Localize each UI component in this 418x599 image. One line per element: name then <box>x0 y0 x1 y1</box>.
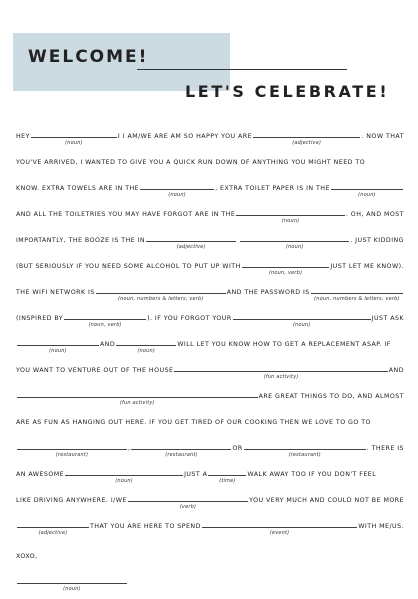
line-text: KNOW. EXTRA TOWELS ARE IN THE <box>16 185 140 192</box>
blank-signature-noun[interactable] <box>17 575 127 592</box>
form-line <box>16 127 404 147</box>
blank-noun-verb[interactable] <box>64 311 146 328</box>
line-text: HEY <box>16 133 30 140</box>
line-text: , <box>128 445 131 452</box>
blank-hint: (event) <box>269 530 290 536</box>
line-text: AND ALL THE TOILETRIES YOU MAY HAVE FORGOT ARE IN THE <box>16 211 236 218</box>
line-text: AND <box>100 341 116 348</box>
line-text: WITH ME/US. <box>358 523 404 530</box>
blank-hint: (adjective) <box>292 140 322 146</box>
blank-hint: (noun) <box>285 244 304 250</box>
blank-fun-activity[interactable] <box>174 363 387 380</box>
blank-hint: (noun, numbers & letters, verb) <box>117 296 204 302</box>
blank-noun[interactable] <box>140 181 214 198</box>
blank-wifi-password[interactable] <box>311 285 403 302</box>
line-text: LIKE DRIVING ANYWHERE. I/WE <box>16 497 127 504</box>
blank-hint: (adjective) <box>176 244 206 250</box>
blank-noun[interactable] <box>240 233 349 250</box>
form-line <box>16 439 404 459</box>
form-line <box>16 361 404 381</box>
madlib-form <box>16 127 404 599</box>
blank-adjective[interactable] <box>253 129 360 146</box>
line-text: I I AM/WE ARE AM SO HAPPY YOU ARE <box>117 133 252 140</box>
form-line <box>16 465 404 485</box>
line-text: THAT YOU ARE HERE TO SPEND <box>90 523 201 530</box>
signoff-text: XOXO, <box>16 553 38 560</box>
blank-noun[interactable] <box>233 311 371 328</box>
form-line <box>16 309 404 329</box>
signature-line <box>16 573 404 593</box>
blank-hint: (noun) <box>292 322 311 328</box>
line-text: IMPORTANTLY, THE BOOZE IS THE IN <box>16 237 146 244</box>
blank-hint: (noun) <box>281 218 300 224</box>
blank-hint: (noun) <box>137 348 156 354</box>
blank-hint: (restaurant) <box>288 452 321 458</box>
blank-noun[interactable] <box>116 337 176 354</box>
line-text: OR <box>232 445 243 452</box>
blank-noun[interactable] <box>65 467 183 484</box>
form-line <box>16 153 404 173</box>
blank-hint: (noun) <box>115 478 133 484</box>
form-line <box>16 517 404 537</box>
line-text: ). IF YOU FORGOT YOUR <box>147 315 232 322</box>
form-line <box>16 257 404 277</box>
form-line <box>16 179 404 199</box>
blank-hint: (restaurant) <box>55 452 89 458</box>
celebrate-heading: LET'S CELEBRATE! <box>185 82 390 101</box>
welcome-heading: WELCOME! <box>28 47 149 67</box>
line-text: WILL LET YOU KNOW HOW TO GET A REPLACEMENT ASAP. IF <box>177 341 391 348</box>
blank-restaurant[interactable] <box>17 441 127 458</box>
welcome-underline <box>137 69 347 70</box>
blank-adjective[interactable] <box>17 519 89 536</box>
line-text: YOU'VE ARRIVED, I WANTED TO GIVE YOU A QUICK RUN DOWN OF ANYTHING YOU MIGHT NEED TO <box>16 159 366 166</box>
blank-hint: (noun) <box>358 192 376 198</box>
line-text: (BUT SERIOUSLY IF YOU NEED SOME ALCOHOL TO PUT UP WITH <box>16 263 241 270</box>
blank-adjective[interactable] <box>146 233 236 250</box>
form-line <box>16 205 404 225</box>
line-text: . NOW THAT <box>361 133 404 140</box>
blank-restaurant[interactable] <box>244 441 366 458</box>
blank-hint: (noun) <box>49 348 67 354</box>
line-text: ARE GREAT THINGS TO DO, AND ALMOST <box>258 393 404 400</box>
blank-hint: (noun) <box>65 140 83 146</box>
blank-noun[interactable] <box>31 129 117 146</box>
blank-noun[interactable] <box>331 181 403 198</box>
blank-hint: (verb) <box>179 504 197 510</box>
blank-restaurant[interactable] <box>131 441 231 458</box>
form-line <box>16 231 404 251</box>
blank-hint: (noun) <box>168 192 186 198</box>
form-line <box>16 413 404 433</box>
blank-fun-activity[interactable] <box>17 389 258 406</box>
blank-hint: (fun activity) <box>119 400 155 406</box>
blank-time[interactable] <box>208 467 246 484</box>
blank-hint: (noun) <box>63 586 81 592</box>
line-text: AND THE PASSWORD IS <box>226 289 310 296</box>
signoff-line <box>16 547 404 567</box>
line-text: JUST LET ME KNOW). <box>330 263 404 270</box>
form-line <box>16 387 404 407</box>
line-text: . THERE IS <box>366 445 404 452</box>
line-text: . JUST KIDDING <box>350 237 404 244</box>
blank-hint: (noun, verb) <box>88 322 122 328</box>
blank-noun[interactable] <box>236 207 345 224</box>
blank-verb[interactable] <box>128 493 248 510</box>
blank-noun-verb[interactable] <box>242 259 330 276</box>
line-text: . OH, AND MOST <box>345 211 404 218</box>
blank-event[interactable] <box>202 519 357 536</box>
line-text: YOU WANT TO VENTURE OUT OF THE HOUSE <box>16 367 174 374</box>
form-line <box>16 335 404 355</box>
blank-hint: (noun, verb) <box>268 270 303 276</box>
line-text: , EXTRA TOILET PAPER IS IN THE <box>215 185 330 192</box>
line-text: JUST ASK <box>371 315 404 322</box>
line-text: AND <box>388 367 404 374</box>
blank-hint: (time) <box>219 478 236 484</box>
blank-hint: (noun, numbers & letters, verb) <box>314 296 400 302</box>
line-text: (INSPIRED BY <box>16 315 64 322</box>
line-text: WALK AWAY TOO IF YOU DON'T FEEL <box>247 471 377 478</box>
line-text: THE WIFI NETWORK IS <box>16 289 95 296</box>
line-text: YOU VERY MUCH AND COULD NOT BE MORE <box>249 497 404 504</box>
blank-wifi-network[interactable] <box>96 285 226 302</box>
line-text: JUST A <box>184 471 208 478</box>
blank-noun[interactable] <box>17 337 99 354</box>
line-text: ARE AS FUN AS HANGING OUT HERE. IF YOU GET TIRED OF OUR COOKING THEN WE LOVE TO GO TO <box>16 419 371 426</box>
form-line <box>16 491 404 511</box>
line-text: AN AWESOME <box>16 471 65 478</box>
blank-hint: (restaurant) <box>165 452 198 458</box>
blank-hint: (fun activity) <box>263 374 299 380</box>
blank-hint: (adjective) <box>38 530 68 536</box>
form-line <box>16 283 404 303</box>
